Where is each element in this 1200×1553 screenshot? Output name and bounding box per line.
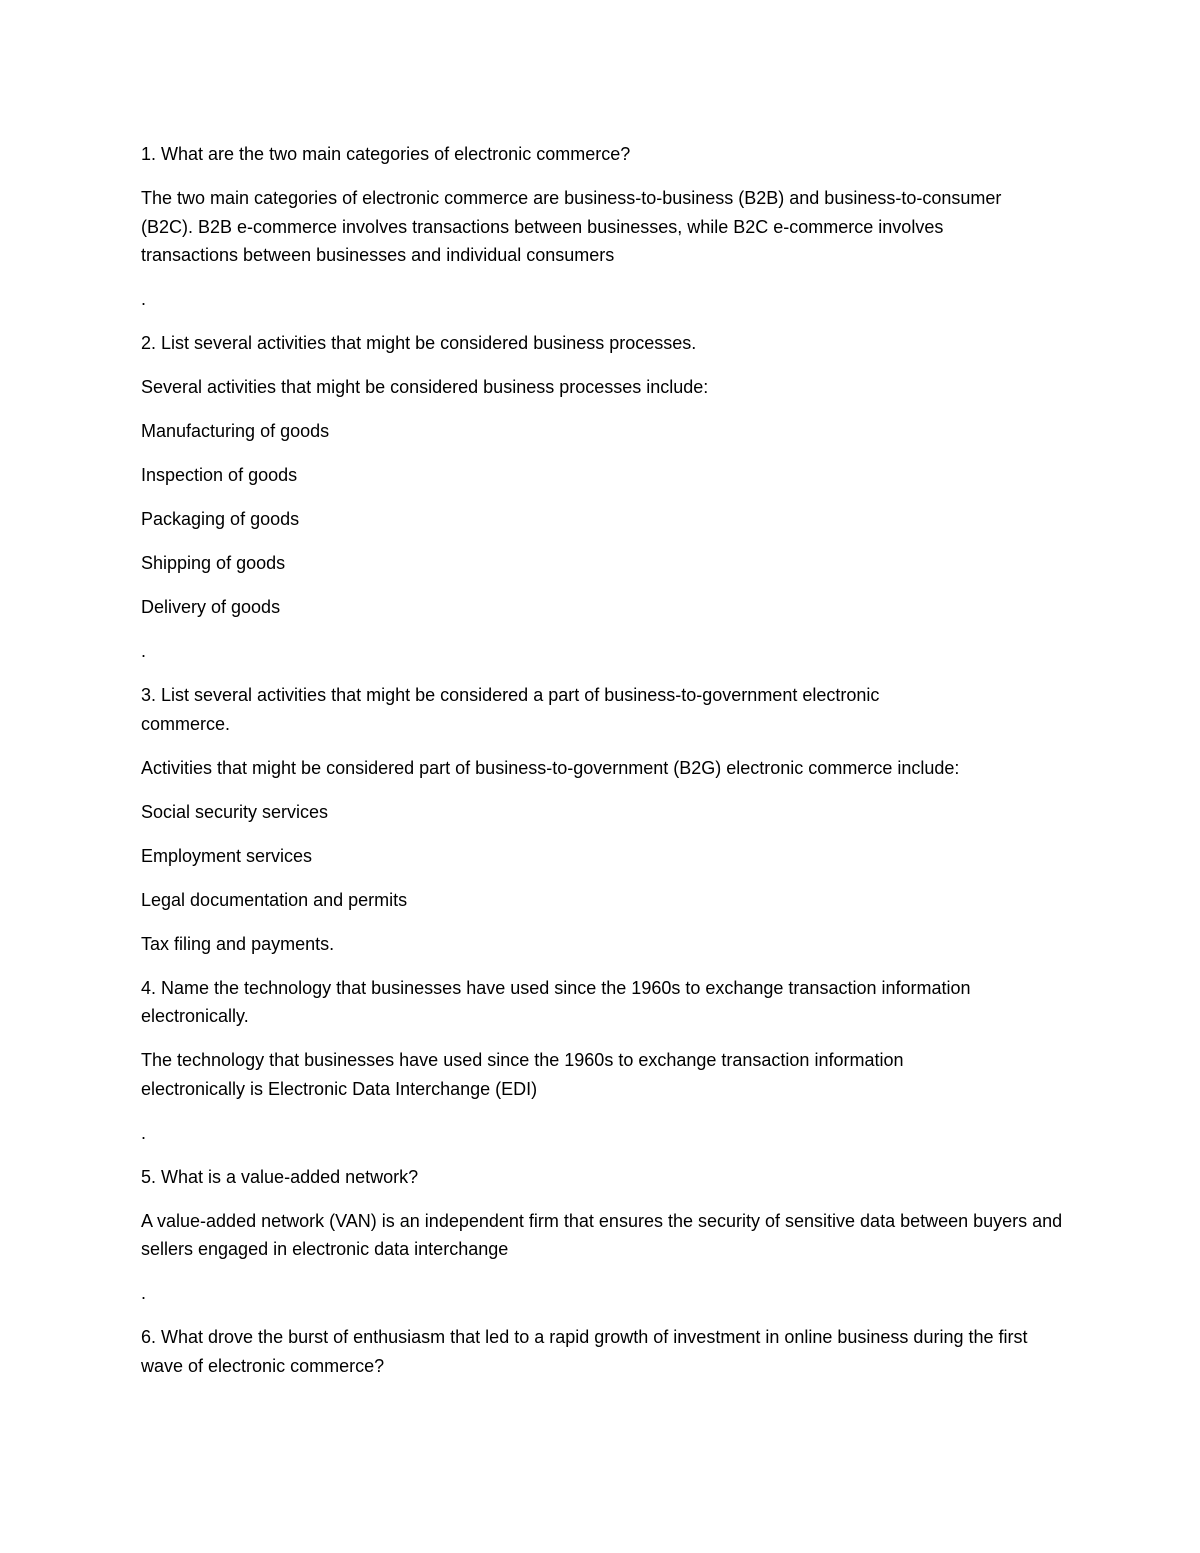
separator-dot-3: . — [141, 1122, 147, 1143]
question-6: 6. What drove the burst of enthusiasm that led to a rapid growth of investment in online business during the first wave of electronic commerce? — [141, 1327, 1028, 1376]
question-2: 2. List several activities that might be considered business processes. — [141, 333, 697, 353]
answer-3-intro: Activities that might be considered part of business-to-government (B2G) electronic commerce include: — [141, 757, 960, 778]
list-item: Shipping of goods — [141, 553, 286, 573]
list-item: Employment services — [141, 845, 313, 866]
answer-4: The technology that businesses have used since the 1960s to exchange transaction information electronically is Electronic Data Interchange (EDI) — [141, 1050, 904, 1099]
list-item: Social security services — [141, 801, 329, 822]
list-item: Inspection of goods — [141, 465, 298, 485]
separator-dot-1: . — [141, 289, 147, 309]
list-item: Packaging of goods — [141, 509, 300, 529]
question-3: 3. List several activities that might be considered a part of business-to-government electronic commerce. — [141, 685, 880, 734]
question-4: 4. Name the technology that businesses have used since the 1960s to exchange transaction information electronically. — [141, 977, 971, 1026]
answer-2-intro: Several activities that might be considered business processes include: — [141, 377, 709, 397]
list-item: Delivery of goods — [141, 597, 281, 617]
list-item: Legal documentation and permits — [141, 889, 408, 910]
list-item: Tax filing and payments. — [141, 933, 335, 954]
answer-1: The two main categories of electronic commerce are business-to-business (B2B) and business-to-consumer (B2C). B2B e-commerce involves transactions between businesses, while B2C e-commerce involves transactions between businesses and individual consumers — [141, 188, 1002, 265]
document-body — [141, 140, 1066, 1396]
list-item: Manufacturing of goods — [141, 421, 330, 441]
separator-dot-4: . — [141, 1283, 147, 1303]
separator-dot-2: . — [141, 641, 147, 661]
answer-5: A value-added network (VAN) is an independent firm that ensures the security of sensitive data between buyers and sellers engaged in electronic data interchange — [141, 1210, 1063, 1259]
question-1: 1. What are the two main categories of electronic commerce? — [141, 144, 631, 164]
question-5: 5. What is a value-added network? — [141, 1166, 419, 1187]
